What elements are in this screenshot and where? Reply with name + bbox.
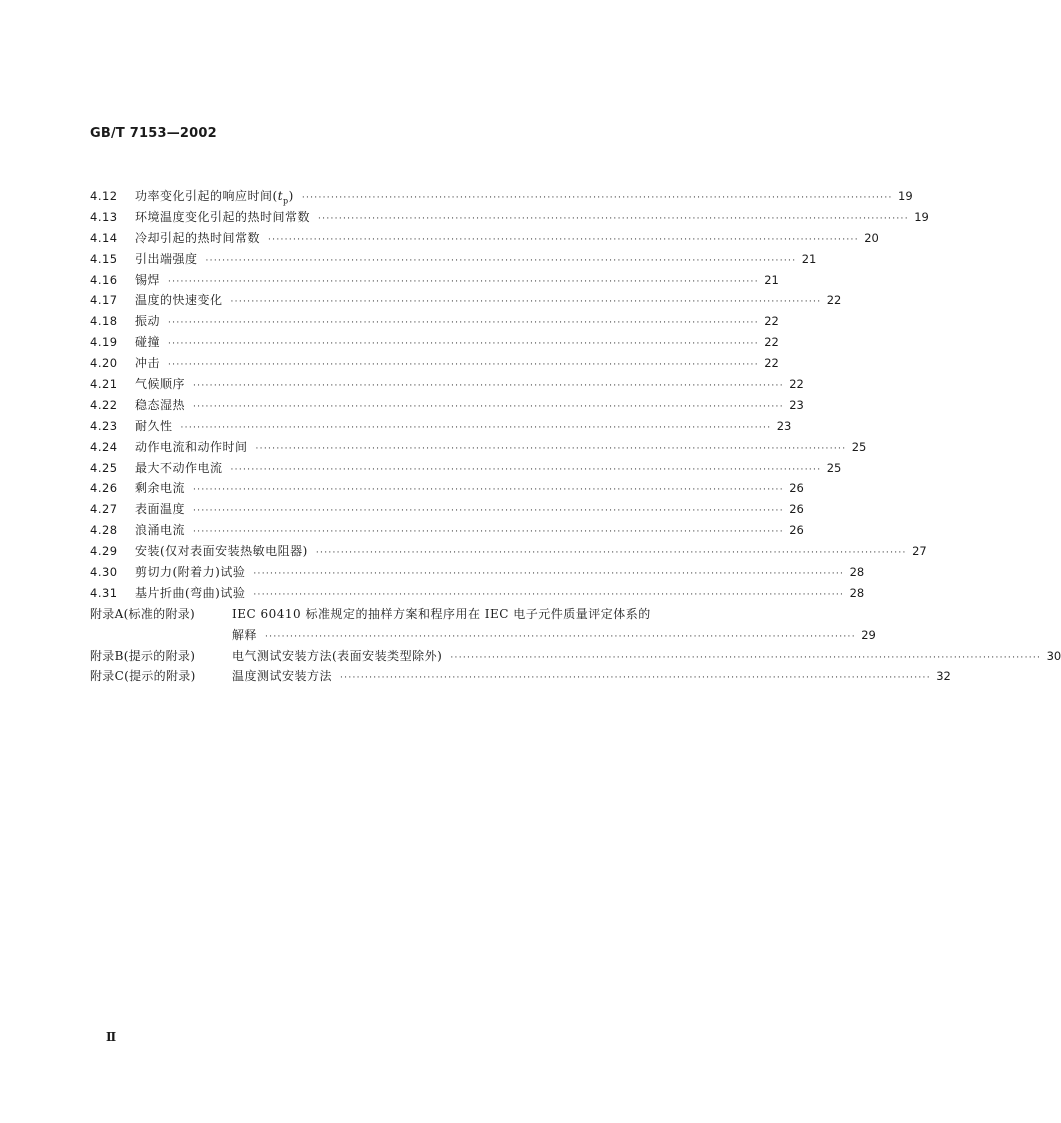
toc-entry-page: 21	[764, 272, 779, 287]
toc-entry-number: 4.19	[90, 335, 118, 350]
toc-entry-number: 4.27	[90, 502, 118, 517]
appendix-title: 电气测试安装方法(表面安装类型除外)	[232, 648, 443, 663]
toc-entry-4-20[interactable]	[90, 353, 779, 374]
toc-entry-4-28[interactable]	[90, 520, 804, 541]
toc-entry-page: 19	[898, 189, 913, 203]
toc-entry-title: 基片折曲(弯曲)试验	[135, 585, 246, 600]
dot-leader: ··············································································································································	[315, 548, 907, 559]
toc-entry-title: 振动	[135, 314, 161, 329]
toc-entry-number: 4.29	[90, 544, 118, 559]
dot-leader: ··············································································································································	[168, 339, 759, 350]
toc-entry-title: 功率变化引起的响应时间$(t_p)$	[135, 189, 294, 206]
toc-entry-number: 4.30	[90, 565, 118, 580]
toc-entry-page: 29	[861, 627, 876, 642]
toc-entry-title: 环境温度变化引起的热时间常数	[135, 209, 311, 224]
toc-entry-number: 4.23	[90, 418, 118, 433]
toc-entry-title: 动作电流和动作时间	[135, 439, 248, 454]
toc-entry-title: 剩余电流	[135, 481, 186, 496]
toc-entry-number: 4.21	[90, 377, 118, 392]
toc-entry-4-30[interactable]	[90, 562, 865, 583]
toc-entry-4-13[interactable]	[90, 207, 929, 228]
dot-leader: ··············································································································································	[255, 443, 847, 454]
toc-entry-title: 碰撞	[135, 335, 161, 350]
appendix-title-continued: 解释	[232, 627, 258, 642]
toc-entry-4-24[interactable]	[90, 437, 867, 458]
appendix-title: IEC 60410 标准规定的抽样方案和程序用在 IEC 电子元件质量评定体系的	[232, 606, 651, 621]
toc-entry-page: 23	[789, 397, 804, 412]
toc-entry-page: 32	[936, 669, 951, 684]
toc-entry-number: 4.13	[90, 209, 118, 224]
toc-entry-page: 27	[912, 544, 927, 559]
toc-entry-4-21[interactable]	[90, 374, 804, 395]
toc-entry-page: 25	[851, 439, 867, 454]
toc-entry-title: 表面温度	[135, 502, 186, 517]
toc-entry-number: 4.17	[90, 293, 118, 308]
dot-leader: ··············································································································································	[205, 255, 797, 266]
dot-leader: ··············································································································································	[193, 401, 784, 412]
toc-entry-4-16[interactable]	[90, 270, 779, 291]
toc-entry-page: 22	[764, 314, 779, 329]
dot-leader: ··············································································································································	[318, 213, 909, 224]
toc-entry-page: 25	[826, 460, 842, 475]
dot-leader: ··············································································································································	[340, 673, 931, 684]
dot-leader: ··············································································································································	[230, 297, 822, 308]
dot-leader: ··············································································································································	[193, 485, 784, 496]
toc-entry-page: 22	[764, 335, 779, 350]
toc-entry-title: 冷却引起的热时间常数	[135, 230, 261, 245]
toc-entry-number: 4.26	[90, 481, 118, 496]
toc-entry-title: 温度的快速变化	[135, 293, 223, 308]
toc-entry-4-26[interactable]	[90, 478, 804, 499]
toc-entry-page: 20	[864, 230, 879, 245]
dot-leader: ··············································································································································	[168, 318, 759, 329]
toc-appendix-a[interactable]	[90, 604, 708, 625]
toc-appendix-c[interactable]	[90, 666, 951, 687]
dot-leader: ··············································································································································	[180, 422, 772, 433]
toc-entry-number: 4.31	[90, 585, 118, 600]
dot-leader: ··············································································································································	[265, 631, 856, 642]
toc-entry-number: 4.28	[90, 523, 118, 538]
toc-appendix-b[interactable]	[90, 646, 1061, 667]
toc-entry-number: 4.25	[90, 460, 118, 475]
toc-entry-4-25[interactable]	[90, 458, 842, 479]
table-of-contents	[90, 186, 1061, 687]
dot-leader: ··············································································································································	[268, 234, 859, 245]
appendix-label: 附录A(标准的附录)	[90, 606, 196, 621]
dot-leader: ··············································································································································	[253, 589, 845, 600]
toc-appendix-a-continued[interactable]	[90, 625, 876, 646]
toc-entry-page: 28	[849, 565, 865, 580]
toc-entry-4-12[interactable]	[90, 186, 913, 207]
toc-entry-4-15[interactable]	[90, 249, 817, 270]
toc-entry-page: 26	[789, 502, 804, 517]
toc-entry-number: 4.18	[90, 314, 118, 329]
toc-entry-4-22[interactable]	[90, 395, 804, 416]
appendix-label: 附录B(提示的附录)	[90, 648, 196, 663]
toc-entry-number: 4.20	[90, 356, 118, 371]
toc-entry-title: 浪涌电流	[135, 523, 186, 538]
toc-entry-page: 22	[826, 293, 842, 308]
toc-entry-title: 气候顺序	[135, 377, 186, 392]
toc-entry-4-17[interactable]	[90, 290, 842, 311]
toc-entry-page: 28	[849, 585, 865, 600]
toc-entry-page: 23	[776, 418, 792, 433]
toc-entry-4-27[interactable]	[90, 499, 804, 520]
toc-entry-4-14[interactable]	[90, 228, 879, 249]
toc-entry-4-19[interactable]	[90, 332, 779, 353]
toc-entry-number: 4.16	[90, 272, 118, 287]
toc-entry-number: 4.24	[90, 439, 118, 454]
toc-entry-title: 引出端强度	[135, 251, 198, 266]
dot-leader: ··············································································································································	[450, 652, 1042, 663]
appendix-label: 附录C(提示的附录)	[90, 669, 196, 684]
toc-entry-page: 21	[801, 251, 817, 266]
dot-leader: ··············································································································································	[193, 381, 784, 392]
appendix-title: 温度测试安装方法	[232, 669, 333, 684]
toc-entry-title: 耐久性	[135, 418, 173, 433]
toc-entry-page: 22	[764, 356, 779, 371]
dot-leader: ··············································································································································	[230, 464, 822, 475]
toc-entry-number: 4.22	[90, 397, 118, 412]
toc-entry-title: 冲击	[135, 356, 161, 371]
toc-entry-title: 最大不动作电流	[135, 460, 223, 475]
dot-leader: ··············································································································································	[168, 276, 759, 287]
toc-entry-number: 4.15	[90, 251, 118, 266]
toc-entry-title: 安装(仅对表面安装热敏电阻器)	[135, 544, 308, 559]
toc-entry-title: 剪切力(附着力)试验	[135, 565, 246, 580]
toc-entry-4-18[interactable]	[90, 311, 779, 332]
standard-header: GB/T 7153—2002	[90, 126, 217, 141]
dot-leader: ··············································································································································	[193, 506, 784, 517]
toc-entry-page: 30	[1046, 648, 1061, 663]
toc-entry-4-31[interactable]	[90, 583, 865, 604]
toc-entry-title: 锡焊	[135, 272, 161, 287]
toc-entry-number: 4.14	[90, 230, 118, 245]
toc-entry-number: 4.12	[90, 189, 118, 203]
toc-entry-page: 19	[914, 209, 929, 224]
toc-entry-page: 22	[789, 377, 804, 392]
toc-entry-page: 26	[789, 481, 804, 496]
toc-entry-title: 稳态湿热	[135, 397, 186, 412]
toc-entry-page: 26	[789, 523, 804, 538]
dot-leader: ··············································································································································	[253, 569, 845, 580]
dot-leader: ··············································································································································	[168, 360, 759, 371]
dot-leader: ··············································································································································	[301, 193, 893, 203]
toc-entry-4-29[interactable]	[90, 541, 927, 562]
footer-page-number: Ⅱ	[106, 1030, 117, 1044]
toc-entry-4-23[interactable]	[90, 416, 792, 437]
dot-leader: ··············································································································································	[193, 527, 784, 538]
